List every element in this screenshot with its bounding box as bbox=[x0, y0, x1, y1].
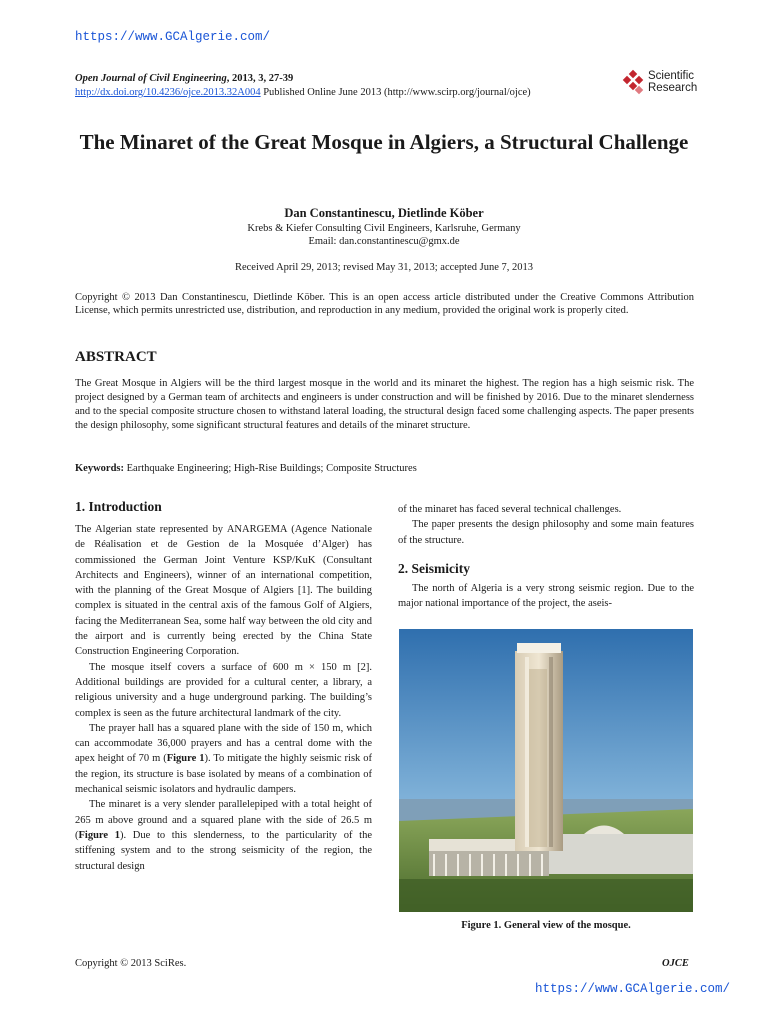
watermark-url-bottom[interactable]: https://www.GCAlgerie.com/ bbox=[535, 982, 731, 996]
logo-text-line1: Scientific bbox=[648, 70, 695, 82]
seismicity-paragraph-1: The north of Algeria is a very strong seismic region. Due to the major national importance of the project, the aseis- bbox=[398, 583, 694, 610]
logo-text-line2: Research bbox=[648, 82, 698, 94]
copyright-notice: Copyright © 2013 Dan Constantinescu, Dietlinde Köber. This is an open access article distributed under the Creative Commons Attribution License, which permits unrestricted use, distribution, and reproduction in any medium, provided the original work is properly cited. bbox=[75, 292, 694, 316]
intro-paragraph-4: The minaret is a very slender parallelepiped with a total height of 265 m above ground and a squared plane with the side of 26.5 m (Figure 1). Due to this slenderness, to the particularity of the stiffening system and to the strong seismicity of the region, the structural design bbox=[75, 799, 372, 872]
article-title: The Minaret of the Great Mosque in Algiers, a Structural Challenge bbox=[79, 130, 689, 154]
section-2-heading: 2. Seismicity bbox=[398, 560, 470, 576]
intro-paragraph-6: The paper presents the design philosophy and some main features of the structure. bbox=[398, 519, 694, 546]
intro-paragraph-2: The mosque itself covers a surface of 600 m × 150 m [2]. Additional buildings are provided for a cultural center, a library, a religious university and a huge underground parking. The building’s complex is seen as the future architectural landmark of the city. bbox=[75, 661, 372, 719]
right-column bbox=[398, 502, 694, 612]
email: Email: dan.constantinescu@gmx.de bbox=[308, 236, 460, 247]
abstract-text: The Great Mosque in Algiers will be the third largest mosque in the world and its minaret the highest. The region has a high seismic risk. The project designed by a German team of architects and engineers is under construction and will be finished by 2016. Due to the minaret slenderness and to the special composite structure chosen to withstand lateral loading, the structural design faced some challenging aspects. The paper presents the design philosophy, some significant structural features and details of the minaret structure. bbox=[75, 378, 694, 431]
publisher-logo bbox=[622, 70, 697, 94]
footer-journal-abbrev: OJCE bbox=[662, 958, 689, 969]
intro-paragraph-3: The prayer hall has a squared plane with the side of 150 m, which can accommodate 36,000 prayers and has a central dome with the apex height of 70 m (Figure 1). To mitigate the highly seismic risk of the region, its structure is base isolated by means of a combination of mechanical seismic isolators and hydraulic dampers. bbox=[75, 722, 372, 796]
received-dates: Received April 29, 2013; revised May 31, 2013; accepted June 7, 2013 bbox=[234, 262, 533, 273]
figure-ref: Figure 1 bbox=[78, 829, 120, 841]
journal-volume: , 2013, 3, 27-39 bbox=[226, 73, 294, 84]
left-column bbox=[75, 522, 372, 874]
scientific-research-logo-icon bbox=[622, 71, 644, 93]
keywords-list: Earthquake Engineering; High-Rise Buildings; Composite Structures bbox=[124, 463, 417, 474]
watermark-url-top[interactable]: https://www.GCAlgerie.com/ bbox=[75, 30, 271, 44]
footer-copyright: Copyright © 2013 SciRes. bbox=[75, 958, 187, 969]
affiliation-block bbox=[60, 222, 708, 248]
authors: Dan Constantinescu, Dietlinde Köber bbox=[284, 206, 484, 220]
doi-link[interactable]: http://dx.doi.org/10.4236/ojce.2013.32A004 bbox=[75, 87, 261, 98]
keywords bbox=[75, 463, 694, 474]
section-1-heading: 1. Introduction bbox=[75, 499, 162, 514]
intro-paragraph-1: The Algerian state represented by ANARGEMA (Agence Nationale de Réalisation et de Gestion de la Mosquée d’Alger) has commissioned the German Joint Venture KSP/KuK (Consultant Architects and Engineers), winner of an international competition, with the planning of the Great Mosque of Algiers [1]. The building complex is situated in the central axis of the famous Golf of Algiers, facing the Mediterranean Sea, some half way between the old city and the airport and is currently being erected by the China State Construction Engineering Corporation. bbox=[75, 524, 372, 658]
figure-1-mosque-image bbox=[399, 629, 693, 912]
figure-ref: Figure 1 bbox=[166, 753, 205, 765]
keywords-label: Keywords: bbox=[75, 463, 124, 474]
journal-header bbox=[75, 72, 531, 100]
figure-1-caption: Figure 1. General view of the mosque. bbox=[461, 920, 631, 931]
publication-info: Published Online June 2013 (http://www.scirp.org/journal/ojce) bbox=[260, 87, 531, 98]
affiliation: Krebs & Kiefer Consulting Civil Engineers, Karlsruhe, Germany bbox=[247, 223, 521, 234]
journal-name: Open Journal of Civil Engineering bbox=[75, 73, 227, 84]
abstract-heading: ABSTRACT bbox=[75, 349, 157, 365]
intro-paragraph-5: of the minaret has faced several technical challenges. bbox=[398, 504, 622, 515]
